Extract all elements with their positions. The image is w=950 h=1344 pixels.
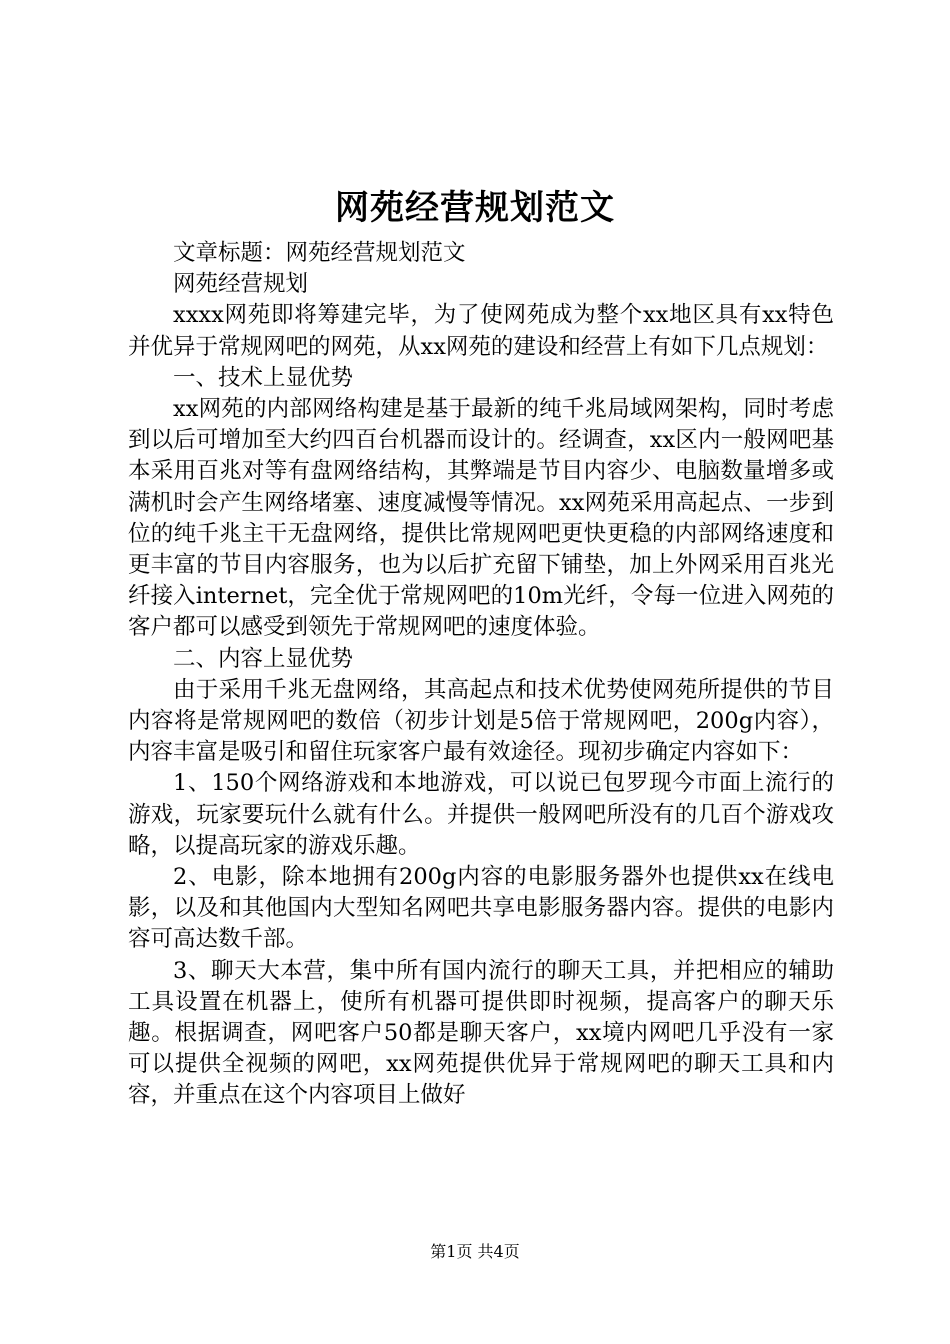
paragraph-intro: xxxx网苑即将筹建完毕，为了使网苑成为整个xx地区具有xx特色并优异于常规网吧的网苑，从xx网苑的建设和经营上有如下几点规划： — [128, 302, 834, 360]
page-footer: 第1页 共4页 — [430, 1242, 520, 1261]
section-heading-content: 二、内容上显优势 — [173, 645, 354, 672]
document-title: 网苑经营规划范文 — [335, 188, 615, 228]
list-item-chat: 3、聊天大本营，集中所有国内流行的聊天工具，并把相应的辅助工具设置在机器上，使所有机器可提供即时视频，提高客户的聊天乐趣。根据调查，网吧客户50都是聊天客户，xx境内网吧几乎没有一家可以提供全视频的网吧，xx网苑提供优异于常规网吧的聊天工具和内容，并重点在这个内容项目上做好 — [128, 957, 834, 1109]
paragraph-technology: xx网苑的内部网络构建是基于最新的纯千兆局域网架构，同时考虑到以后可增加至大约四百台机器而设计的。经调查，xx区内一般网吧基本采用百兆对等有盘网络结构，其弊端是节目内容少、电脑数量增多或满机时会产生网络堵塞、速度减慢等情况。xx网苑采用高起点、一步到位的纯千兆主干无盘网络，提供比常规网吧更快更稳的内部网络速度和更丰富的节目内容服务，也为以后扩充留下铺垫，加上外网采用百兆光纤接入internet，完全优于常规网吧的10m光纤，令每一位进入网苑的客户都可以感受到领先于常规网吧的速度体验。 — [128, 396, 834, 641]
paragraph-article-title: 文章标题：网苑经营规划范文 — [173, 240, 466, 266]
paragraph-content: 由于采用千兆无盘网络，其高起点和技术优势使网苑所提供的节目内容将是常规网吧的数倍（初步计划是5倍于常规网吧，200g内容），内容丰富是吸引和留住玩家客户最有效途径。现初步确定内容如下： — [128, 676, 834, 766]
document-body — [128, 238, 834, 1112]
section-heading-technology: 一、技术上显优势 — [173, 364, 354, 391]
paragraph-subtitle: 网苑经营规划 — [173, 271, 309, 298]
list-item-movies: 2、电影，除本地拥有200g内容的电影服务器外也提供xx在线电影，以及和其他国内大型知名网吧共享电影服务器内容。提供的电影内容可高达数千部。 — [128, 864, 834, 953]
list-item-games: 1、150个网络游戏和本地游戏，可以说已包罗现今市面上流行的游戏，玩家要玩什么就有什么。并提供一般网吧所没有的几百个游戏攻略，以提高玩家的游戏乐趣。 — [128, 770, 834, 859]
